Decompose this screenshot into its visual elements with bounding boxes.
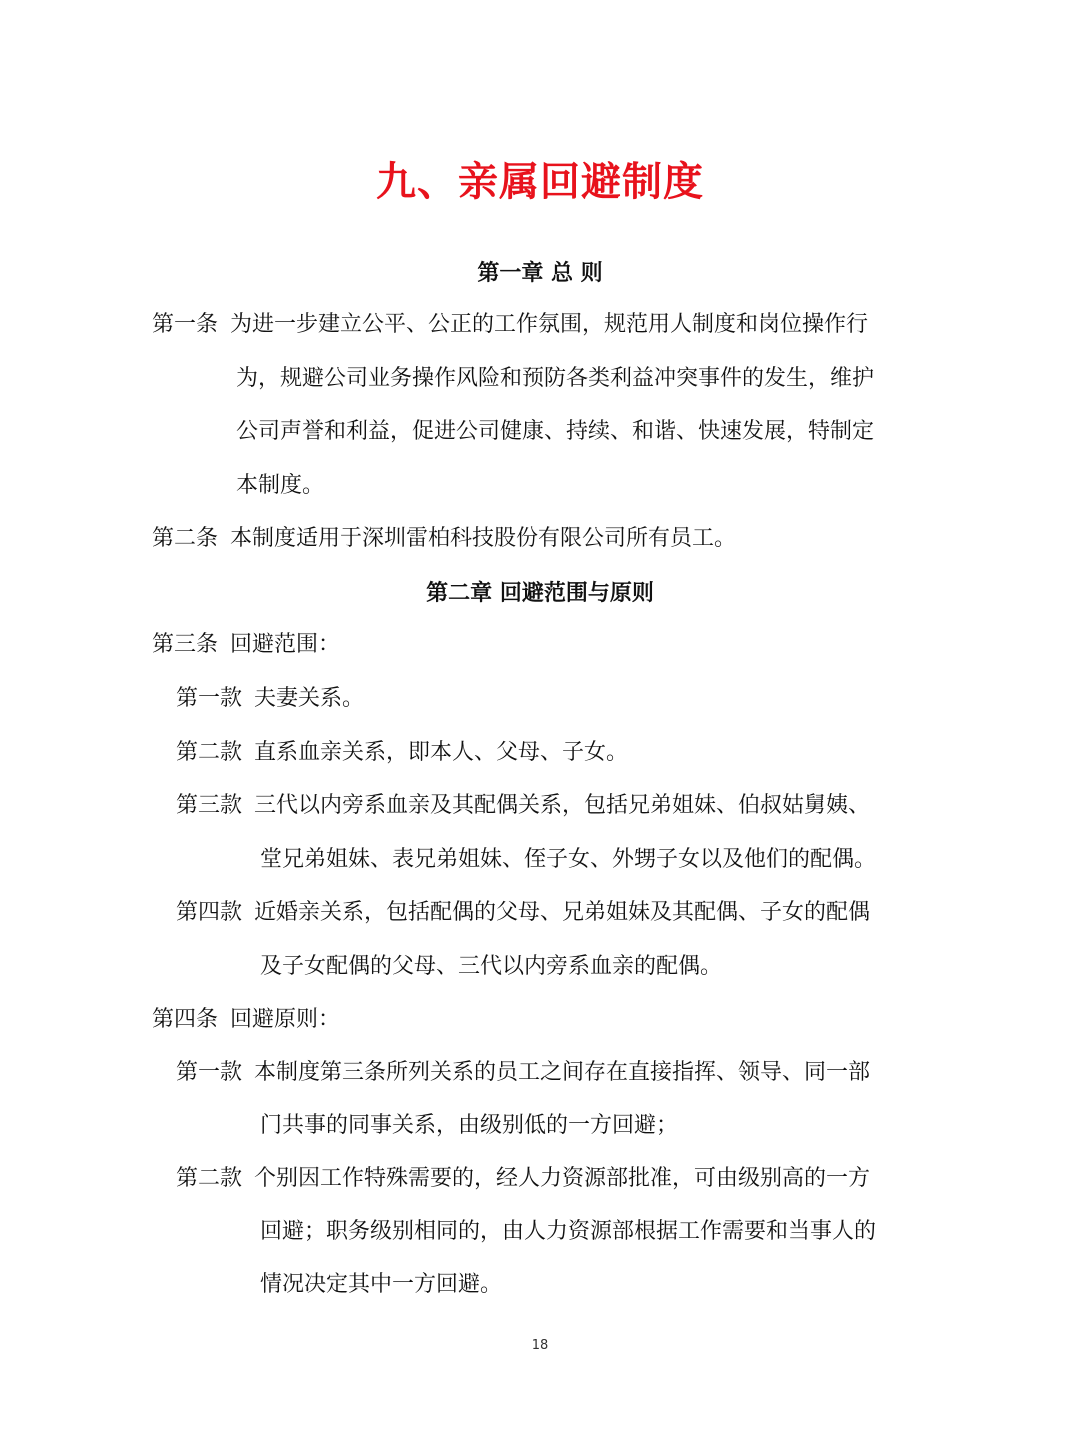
article-3-clause-1 [176, 684, 364, 714]
article-4-label: 第四条 [152, 1007, 219, 1032]
article-3-clause-2-text: 直系血亲关系，即本人、父母、子女。 [254, 740, 629, 765]
article-1-line-3: 公司声誉和利益，促进公司健康、持续、和谐、快速发展，特制定 [236, 419, 875, 444]
article-4-text: 回避原则： [230, 1007, 341, 1032]
article-2-text: 本制度适用于深圳雷柏科技股份有限公司所有员工。 [230, 526, 737, 551]
article-3-clause-4-text-2: 及子女配偶的父母、三代以内旁系血亲的配偶。 [260, 954, 723, 979]
page-number: 18 [531, 1338, 549, 1353]
article-1-label: 第一条 [152, 312, 219, 337]
article-3-clause-2-label: 第二款 [176, 740, 243, 765]
article-3-label: 第三条 [152, 632, 219, 657]
article-4-clause-2 [176, 1164, 870, 1194]
article-3-clause-3-text-1: 三代以内旁系血亲及其配偶关系，包括兄弟姐妹、伯叔姑舅姨、 [254, 793, 871, 818]
article-3-clause-1-label: 第一款 [176, 686, 243, 711]
article-3-clause-4-text-1: 近婚亲关系，包括配偶的父母、兄弟姐妹及其配偶、子女的配偶 [254, 900, 871, 925]
article-4-clause-1-text-2: 门共事的同事关系，由级别低的一方回避； [260, 1113, 679, 1138]
article-4-clause-2-text-3: 情况决定其中一方回避。 [260, 1272, 503, 1297]
article-4-line [152, 1005, 340, 1035]
article-2-label: 第二条 [152, 526, 219, 551]
article-3-clause-3-label: 第三款 [176, 793, 243, 818]
article-4-clause-1 [176, 1058, 870, 1088]
article-3-clause-2 [176, 738, 628, 768]
article-3-text: 回避范围： [230, 632, 341, 657]
chapter-1-heading: 第一章 总 则 [477, 261, 603, 286]
article-2-line [152, 524, 736, 554]
article-4-clause-1-text-1: 本制度第三条所列关系的员工之间存在直接指挥、领导、同一部 [254, 1060, 871, 1085]
article-3-clause-4 [176, 898, 870, 928]
article-4-clause-2-text-2: 回避；职务级别相同的，由人力资源部根据工作需要和当事人的 [260, 1219, 877, 1244]
article-4-clause-1-label: 第一款 [176, 1060, 243, 1085]
article-3-clause-3-text-2: 堂兄弟姐妹、表兄弟姐妹、侄子女、外甥子女以及他们的配偶。 [260, 847, 877, 872]
article-3-clause-3 [176, 791, 870, 821]
article-1-line-1 [152, 310, 868, 340]
article-4-clause-2-text-1: 个别因工作特殊需要的，经人力资源部批准，可由级别高的一方 [254, 1166, 871, 1191]
article-1-text-1: 为进一步建立公平、公正的工作氛围，规范用人制度和岗位操作行 [230, 312, 869, 337]
article-3-clause-4-label: 第四款 [176, 900, 243, 925]
article-4-clause-2-label: 第二款 [176, 1166, 243, 1191]
chapter-2-heading: 第二章 回避范围与原则 [426, 581, 654, 606]
article-1-line-4: 本制度。 [236, 473, 325, 498]
article-3-clause-1-text: 夫妻关系。 [254, 686, 365, 711]
article-3-line [152, 630, 340, 660]
article-1-line-2: 为，规避公司业务操作风险和预防各类利益冲突事件的发生，维护 [236, 366, 875, 391]
page-title: 九、亲属回避制度 [376, 159, 704, 205]
